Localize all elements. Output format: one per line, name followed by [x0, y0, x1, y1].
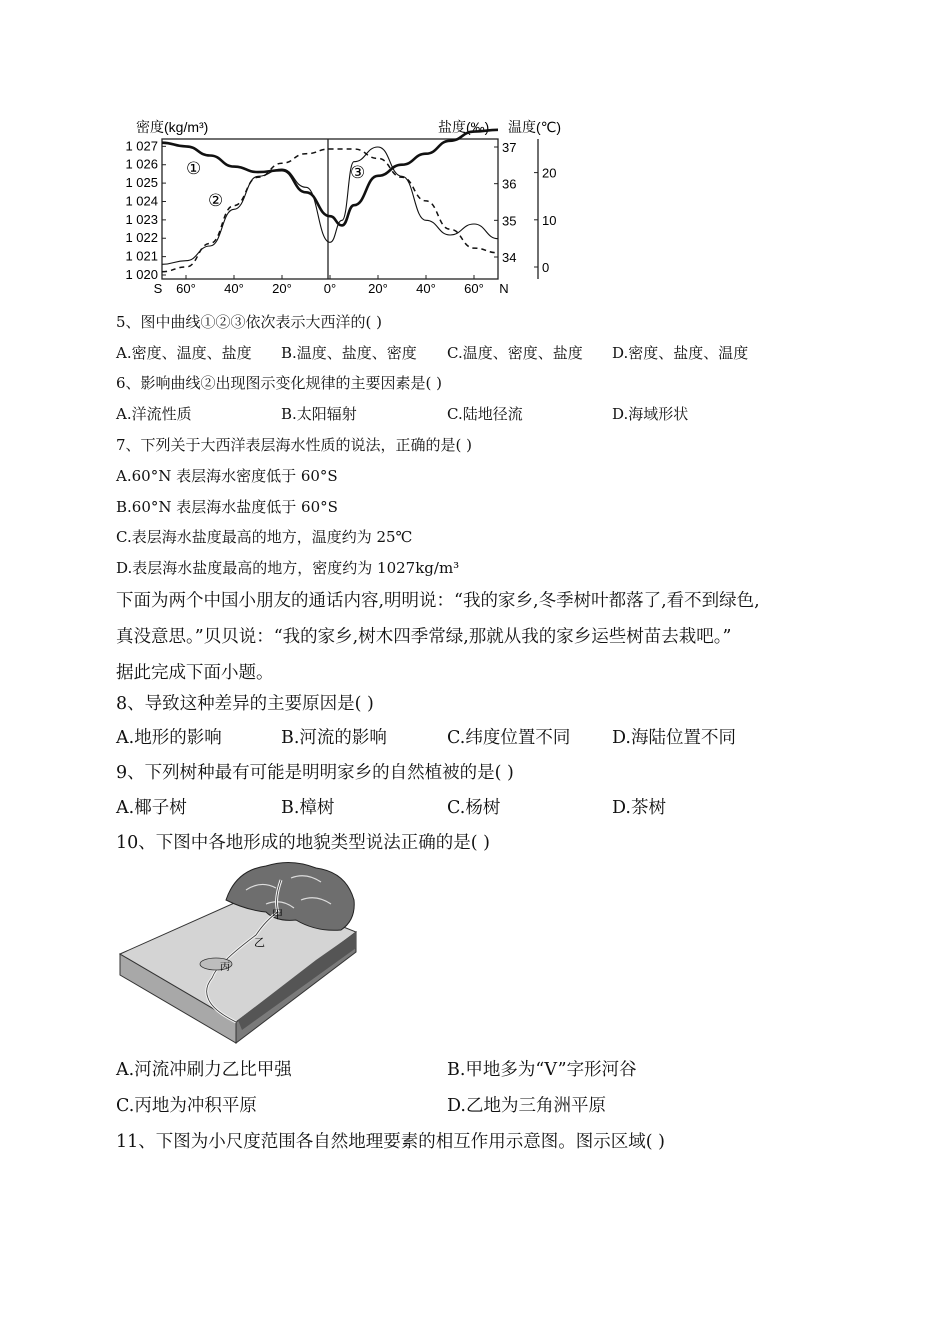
question-7: 7、下列关于大西洋表层海水性质的说法，正确的是( ) [116, 436, 473, 454]
q8-option-a: A.地形的影响 [116, 728, 222, 748]
label-yi: 乙 [254, 937, 265, 949]
density-tick-label: 1 023 [125, 211, 158, 227]
question-11: 11、下图为小尺度范围各自然地理要素的相互作用示意图。图示区域( ) [116, 1132, 665, 1152]
question-5: 5、图中曲线①②③依次表示大西洋的( ) [116, 313, 383, 331]
density-tick-label: 1 020 [125, 267, 158, 282]
curve-label-3: ③ [350, 163, 366, 182]
question-8: 8、导致这种差异的主要原因是( ) [116, 694, 374, 714]
q10-option-b: B.甲地多为“V”字形河谷 [447, 1060, 637, 1080]
q9-option-d: D.茶树 [612, 798, 666, 818]
ocean-properties-chart [110, 112, 580, 302]
passage-line-1: 下面为两个中国小朋友的通话内容,明明说：“我的家乡,冬季树叶都落了,看不到绿色, [116, 591, 760, 611]
x-tick-label: 0° [323, 281, 337, 296]
x-tick-label: 40° [416, 281, 436, 296]
q10-option-d: D.乙地为三角洲平原 [447, 1096, 606, 1116]
q7-option-d: D.表层海水盐度最高的地方，密度约为 1027kg/m³ [116, 559, 460, 577]
q10-option-c: C.丙地为冲积平原 [116, 1096, 257, 1116]
x-tick-label: 20° [368, 281, 388, 296]
question-10: 10、下图中各地形成的地貌类型说法正确的是( ) [116, 833, 490, 853]
salinity-tick-label: 35 [502, 213, 517, 229]
temperature-tick-label: 10 [542, 212, 557, 228]
q6-option-a: A.洋流性质 [116, 405, 192, 423]
question-9: 9、下列树种最有可能是明明家乡的自然植被的是( ) [116, 763, 514, 783]
passage [116, 583, 836, 691]
x-tick-label: N [499, 281, 509, 296]
density-tick-label: 1 022 [125, 230, 158, 246]
q9-option-b: B.樟树 [281, 798, 335, 818]
temperature-tick-label: 20 [542, 165, 557, 181]
q8-option-d: D.海陆位置不同 [612, 728, 736, 748]
temperature-tick-label: 0 [542, 260, 550, 275]
temperature-axis-title: 温度(℃) [508, 119, 562, 135]
x-tick-label: S [153, 281, 163, 296]
q5-option-b: B.温度、盐度、密度 [281, 344, 417, 362]
curve-label-1: ① [186, 159, 202, 178]
salinity-axis-title: 盐度(‰) [438, 119, 490, 135]
label-bing: 丙 [220, 962, 230, 973]
label-jia: 甲 [272, 909, 283, 921]
river-landform-diagram [116, 860, 366, 1045]
series-line-1 [162, 130, 498, 226]
density-tick-label: 1 024 [125, 193, 158, 209]
question-6: 6、影响曲线②出现图示变化规律的主要因素是( ) [116, 374, 443, 392]
x-tick-label: 60° [464, 281, 484, 296]
q10-option-a: A.河流冲刷力乙比甲强 [116, 1060, 292, 1080]
q9-option-a: A.椰子树 [116, 798, 187, 818]
q6-option-c: C.陆地径流 [447, 405, 523, 423]
q6-option-b: B.太阳辐射 [281, 405, 357, 423]
q5-option-c: C.温度、密度、盐度 [447, 344, 583, 362]
q7-option-a: A.60°N 表层海水密度低于 60°S [116, 467, 338, 485]
salinity-tick-label: 37 [502, 140, 517, 155]
density-axis-title: 密度(kg/m³) [136, 119, 209, 135]
salinity-tick-label: 34 [502, 250, 517, 265]
density-tick-label: 1 026 [125, 156, 158, 172]
x-tick-label: 40° [224, 281, 244, 296]
q5-option-d: D.密度、盐度、温度 [612, 344, 749, 362]
density-tick-label: 1 021 [125, 248, 158, 264]
x-tick-label: 20° [272, 281, 292, 296]
q7-option-c: C.表层海水盐度最高的地方，温度约为 25℃ [116, 528, 413, 546]
salinity-tick-label: 36 [502, 176, 517, 192]
q6-option-d: D.海域形状 [612, 405, 689, 423]
q8-option-c: C.纬度位置不同 [447, 728, 571, 748]
passage-line-2: 真没意思。”贝贝说：“我的家乡,树木四季常绿,那就从我的家乡运些树苗去栽吧。” [116, 627, 732, 647]
q7-option-b: B.60°N 表层海水盐度低于 60°S [116, 498, 338, 516]
x-tick-label: 60° [176, 281, 196, 296]
density-tick-label: 1 027 [125, 138, 158, 154]
density-tick-label: 1 025 [125, 175, 158, 191]
q5-option-a: A.密度、温度、盐度 [116, 344, 252, 362]
series-line-2 [162, 149, 498, 272]
curve-label-2: ② [208, 191, 224, 210]
q8-option-b: B.河流的影响 [281, 728, 387, 748]
q9-option-c: C.杨树 [447, 798, 501, 818]
passage-line-3: 据此完成下面小题。 [116, 663, 274, 683]
